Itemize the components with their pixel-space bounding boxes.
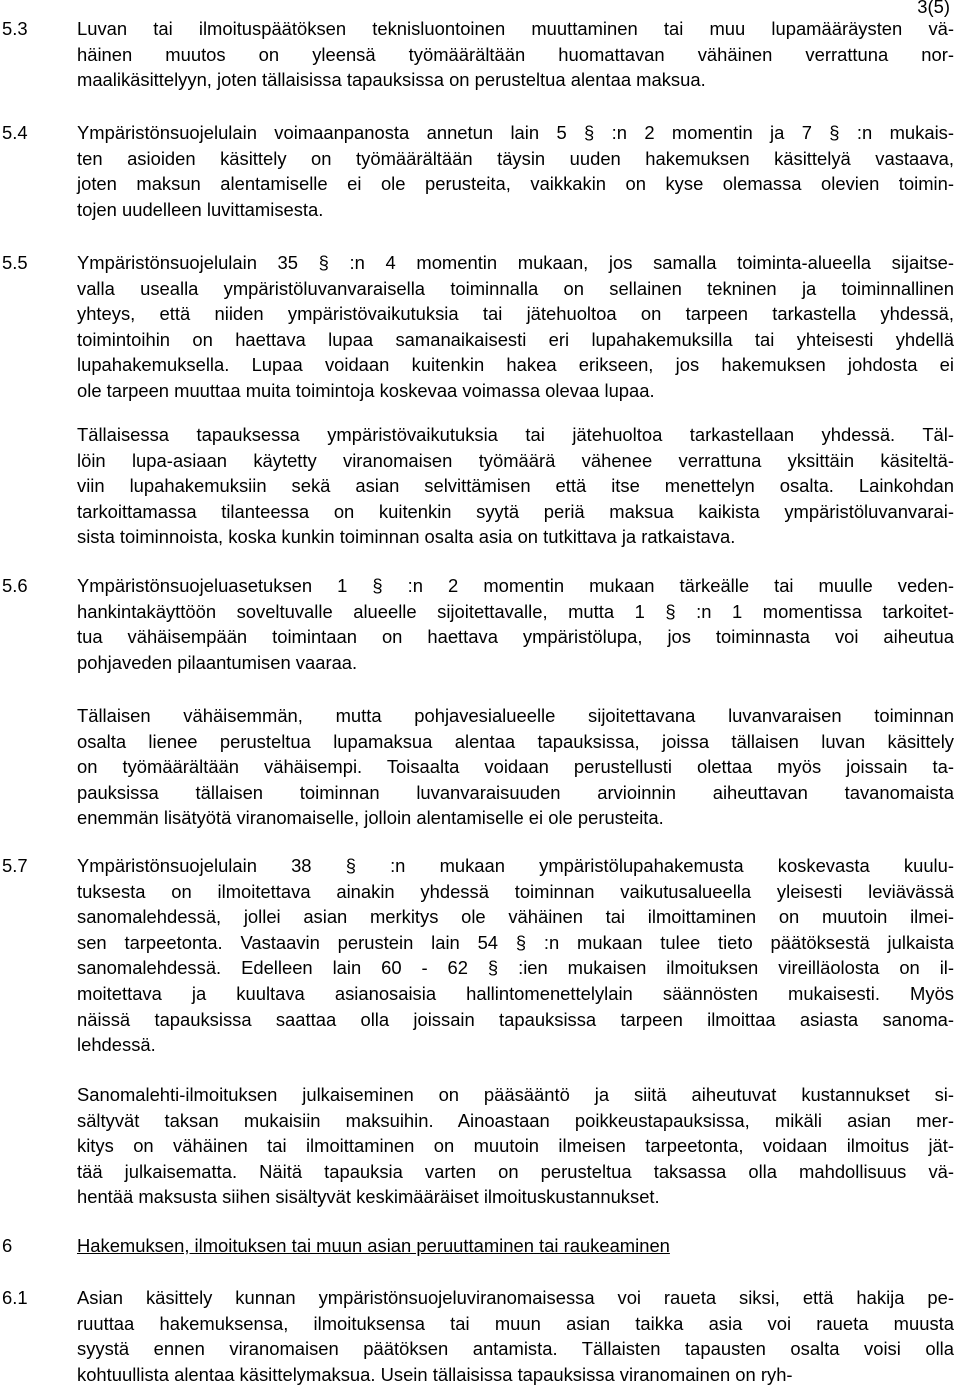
- text-line: pauksissa tällaisen toiminnan luvanvaraisuuden arvioinnin aiheuttavan tavanomaista: [77, 781, 954, 803]
- text-line: yhteys, että niiden ympäristövaikutuksia tai jätehuoltoa on tarpeen tarkastella yhdessä,: [77, 303, 954, 325]
- text-line: Sanomalehti-ilmoituksen julkaiseminen on pääsääntö ja siitä aiheutuvat kustannukset si-: [77, 1084, 954, 1105]
- text-line: maalikäsittelyyn, joten tällaisissa tapauksissa on perusteltua alentaa maksua.: [77, 69, 706, 91]
- text-line: tää julkaisematta. Näitä tapauksia varten on perusteltua taksassa olla mahdollisuus vä-: [77, 1160, 954, 1182]
- section-number: 5.5: [2, 252, 28, 273]
- text-line: löin lupa-asiaan käytetty viranomaisen työmäärä vähenee verrattuna yksittäin käsiteltä-: [77, 449, 954, 471]
- text-line: sanomalehdessä. Edelleen lain 60 - 62 § :ien mukaisen ilmoituksen vireilläolosta on il-: [77, 957, 954, 979]
- text-line: lehdessä.: [77, 1034, 156, 1056]
- text-line: Ympäristönsuojelulain voimaanpanosta annetun lain 5 § :n 2 momentin ja 7 § :n mukais-: [77, 122, 954, 143]
- text-line: sen tarpeetonta. Vastaavin perustein lain 54 § :n mukaan tulee tieto päätöksestä julkaista: [77, 931, 954, 953]
- text-line: ten asioiden käsittely on työmäärältään täysin uuden hakemuksen käsittelyä vastaava,: [77, 147, 954, 169]
- section-number: 5.7: [2, 855, 28, 876]
- text-line: viin lupahakemuksiin sekä asian selvittämisen että itse menettelyn osalta. Lainkohdan: [77, 475, 954, 497]
- text-line: enemmän lisätyötä viranomaiselle, jolloin alentamiselle ei ole perusteita.: [77, 807, 664, 829]
- text-line: häinen muutos on yleensä työmäärältään huomattavan vähäinen verrattuna nor-: [77, 43, 954, 65]
- text-line: ruuttaa hakemuksensa, ilmoituksensa tai muun asian taikka asia voi raueta muusta: [77, 1312, 954, 1334]
- text-line: kitys on vähäinen tai ilmoittaminen on muutoin ilmeisen tarpeetonta, voidaan ilmoitus jät-: [77, 1135, 954, 1157]
- text-line: lupahakemuksella. Lupaa voidaan kuitenkin hakea erikseen, jos hakemuksen johdosta ei: [77, 354, 954, 376]
- text-line: Ympäristönsuojeluasetuksen 1 § :n 2 momentin mukaan tärkeälle tai muulle veden-: [77, 575, 954, 596]
- text-line: Ympäristönsuojelulain 38 § :n mukaan ympäristölupahakemusta koskevasta kuulu-: [77, 855, 954, 876]
- text-line: on työmäärältään vähäisempi. Toisaalta voidaan perustellusti olettaa myös joissain ta-: [77, 756, 954, 778]
- text-line: Tällaisessa tapauksessa ympäristövaikutuksia tai jätehuoltoa tarkastellaan yhdessä. Täl-: [77, 424, 954, 445]
- text-line: moitettava ja kuultava asianosaisia hallintomenettelylain säännösten mukaisesti. Myös: [77, 983, 954, 1004]
- text-line: toimintoihin on haettava lupaa samanaikaisesti eri lupahakemuksilla tai yhteisesti yhdellä: [77, 328, 954, 350]
- text-line: Asian käsittely kunnan ympäristönsuojeluviranomaisessa voi raueta siksi, että hakija pe-: [77, 1287, 954, 1308]
- section-number: 5.3: [2, 18, 28, 39]
- text-line: tojen uudelleen luvittamisesta.: [77, 198, 324, 220]
- text-line: hankintakäyttöön soveltuvalle alueelle sijoitettavalle, mutta 1 § :n 1 momentissa tarkoitet-: [77, 600, 954, 622]
- text-line: joten maksun alentamiselle ei ole perusteita, vaikkakin on kyse olemassa olevien toimin-: [77, 173, 954, 195]
- text-line: Luvan tai ilmoituspäätöksen teknisluontoinen muuttaminen tai muu lupamääräysten vä-: [77, 18, 954, 39]
- text-line: tarkoittamassa tilanteessa on kuitenkin syytä periä maksua kaikista ympäristöluvanvarai-: [77, 500, 954, 522]
- text-line: sista toiminnoista, koska kunkin toiminnan osalta asia on tutkittava ja ratkaistava.: [77, 526, 736, 548]
- text-line: osalta lienee perusteltua lupamaksua alentaa tapauksissa, joissa tällaisen luvan käsittely: [77, 730, 954, 752]
- text-line: syystä ennen viranomaisen päätöksen antamista. Tällaisten tapausten osalta voisi olla: [77, 1338, 954, 1360]
- text-line: ole tarpeen muuttaa muita toimintoja koskevaa voimassa olevaa lupaa.: [77, 380, 655, 401]
- page-number: 3(5): [917, 0, 950, 17]
- text-line: sanomalehdessä, jollei asian merkitys ole vähäinen tai ilmoittaminen on muutoin ilmei-: [77, 906, 954, 928]
- text-line: Ympäristönsuojelulain 35 § :n 4 momentin mukaan, jos samalla toiminta-alueella sijaitse-: [77, 252, 954, 273]
- section-number: 6.1: [2, 1287, 28, 1308]
- text-line: tuksesta on ilmoitettava ainakin yhdessä toiminnan vaikutusalueella yleisesti leviävässä: [77, 880, 954, 902]
- text-line: hentää maksusta siihen sisältyvät keskimääräiset ilmoituskustannukset.: [77, 1186, 660, 1208]
- section-number: 6: [2, 1235, 13, 1256]
- text-line: näissä tapauksissa saattaa olla joissain tapauksissa tarpeen ilmoittaa asiasta sanoma-: [77, 1008, 954, 1030]
- text-line: pohjaveden pilaantumisen vaaraa.: [77, 651, 358, 673]
- text-line: tua vähäisempään toimintaan on haettava ympäristölupa, jos toiminnasta voi aiheutua: [77, 626, 954, 648]
- text-line: kohtuullista alentaa käsittelymaksua. Usein tällaisissa tapauksissa viranomainen on ryh-: [77, 1363, 793, 1385]
- section-number: 5.6: [2, 575, 28, 596]
- section-number: 5.4: [2, 122, 28, 143]
- section-heading: Hakemuksen, ilmoituksen tai muun asian peruuttaminen tai raukeaminen: [77, 1235, 670, 1256]
- text-line: sältyvät taksan mukaisiin maksuihin. Ainoastaan poikkeustapauksissa, mikäli asian mer-: [77, 1109, 954, 1131]
- text-line: valla usealla ympäristöluvanvaraisella toiminnalla on sellainen tekninen ja toiminnallinen: [77, 277, 954, 299]
- text-line: Tällaisen vähäisemmän, mutta pohjavesialueelle sijoitettavana luvanvaraisen toiminnan: [77, 705, 954, 726]
